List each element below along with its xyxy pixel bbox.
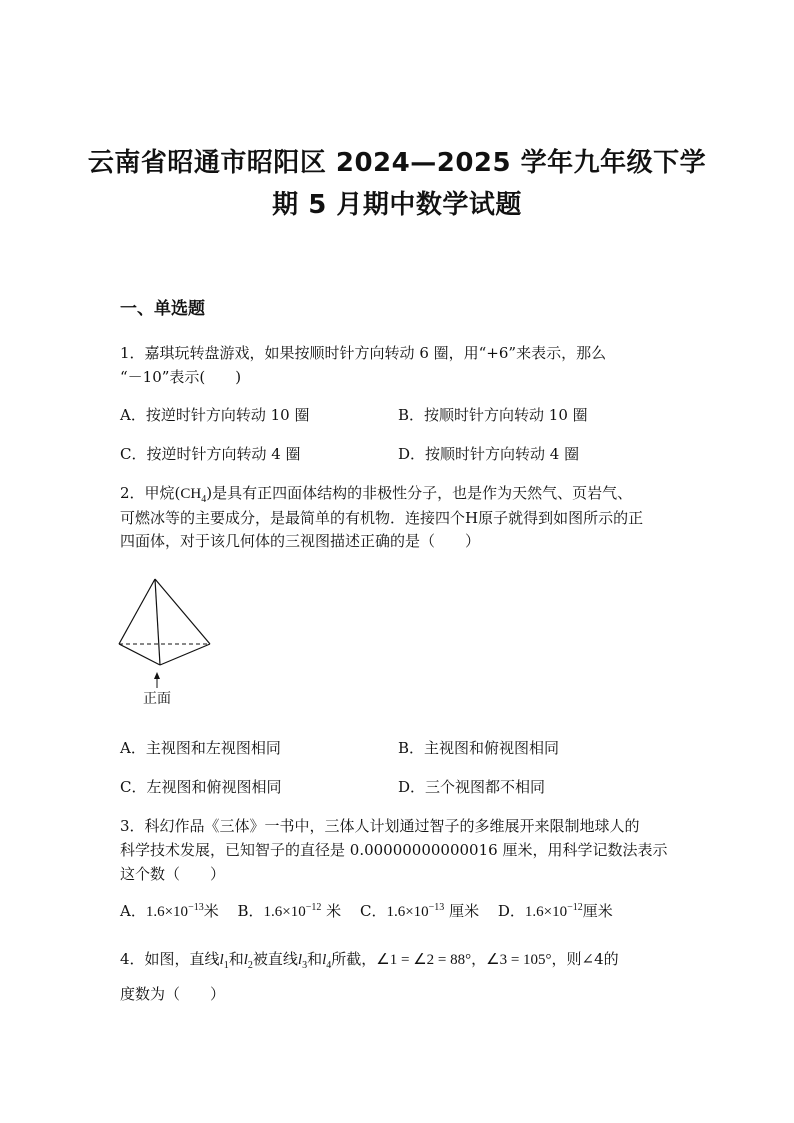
q4-line-l2 [243,952,253,971]
figure-label-front: 正面 [143,691,171,707]
q4-condition-2: ∠3 = 105° [486,952,552,968]
q4-text-4: 和 [307,950,323,968]
q2-option-c: C．左视图和俯视图相同 [120,778,282,796]
q3-options-row [120,900,613,921]
q3-option-a-label: A． [120,902,146,920]
q2-stem-line-3: 四面体，对于该几何体的三视图描述正确的是（ ） [120,532,481,550]
q4-text-7: ，则∠4的 [551,950,619,968]
q4-l3-sub: 3 [302,960,308,971]
q2-stem-line-1 [120,482,632,503]
q3-stem-line-3: 这个数（ ） [120,865,226,883]
q4-text-1: 4．如图，直线 [120,950,220,968]
q4-text-2: 和 [228,950,244,968]
q4-line-l3 [297,952,308,971]
q4-text-5: 所截， [331,950,377,968]
q3-option-d-label: D． [497,902,525,920]
q3-option-d-exponent: −12 [567,902,583,913]
q4-l4-letter: l [322,952,327,968]
q4-stem-line-2: 度数为（ ） [120,985,226,1003]
q3-option-b-value [264,904,322,920]
q3-option-c [360,902,479,920]
q3-option-d-value [525,904,583,920]
q4-text-6: ， [471,950,487,968]
q1-stem-line-2: “－10”表示( ) [120,368,242,386]
q3-option-a [120,902,219,920]
q3-option-b-base: 1.6×10 [263,904,306,920]
q4-l4-sub: 4 [326,960,332,971]
q3-option-c-unit: 厘米 [449,902,480,920]
q1-option-d: D．按顺时针方向转动 4 圈 [398,445,580,463]
q2-formula [180,486,207,505]
q3-option-a-exponent: −13 [188,902,204,913]
tetrahedron-drawing [112,576,222,706]
q4-l2-sub: 2 [247,960,253,971]
q3-option-c-exponent: −13 [428,902,445,913]
q2-stem-text-b: )是具有正四面体结构的非极性分子，也是作为天然气、页岩气、 [206,484,633,502]
q3-option-a-base: 1.6×10 [145,904,189,920]
q4-l1-sub: 1 [223,960,229,971]
q1-stem-line-1: 1．嘉琪玩转盘游戏，如果按顺时针方向转动 6 圈，用“+6”来表示，那么 [120,344,607,362]
q3-option-b-unit: 米 [326,902,342,920]
page-title-line-2: 期 5 月期中数学试题 [272,190,522,220]
q4-l1-letter: l [219,952,224,968]
q1-option-b: B．按顺时针方向转动 10 圈 [398,406,588,424]
section-heading: 一、单选题 [120,299,205,319]
q3-option-a-unit: 米 [203,902,219,920]
q2-stem-text-a: 2．甲烷( [120,484,181,502]
q3-option-d-base: 1.6×10 [524,904,568,920]
q2-option-a: A．主视图和左视图相同 [120,739,281,757]
q3-option-b [238,902,342,920]
q2-option-d: D．三个视图都不相同 [398,778,546,796]
q4-condition-1: ∠1 = ∠2 = 88° [376,952,472,968]
page-title-line-1: 云南省昭通市昭阳区 2024—2025 学年九年级下学 [87,148,707,178]
q3-stem-line-1: 3．科幻作品《三体》一书中，三体人计划通过智子的多维展开来限制地球人的 [120,817,640,835]
q3-stem-line-2: 科学技术发展，已知智子的直径是 0.00000000000016 厘米，用科学记数法表示 [120,841,668,859]
q3-option-c-label: C． [359,902,387,920]
q1-option-a: A．按逆时针方向转动 10 圈 [120,406,310,424]
q2-stem-line-2: 可燃冰等的主要成分，是最简单的有机物．连接四个H原子就得到如图所示的正 [120,509,644,527]
q3-option-b-exponent: −12 [305,902,322,913]
q3-option-c-value [386,904,444,920]
q4-l3-letter: l [297,952,303,968]
q3-option-b-label: B． [237,902,264,920]
q4-line-l1 [219,952,229,971]
q3-option-d-unit: 厘米 [582,902,613,920]
tetrahedron-figure [112,576,222,710]
q3-option-c-base: 1.6×10 [386,904,429,920]
q3-option-d [498,902,613,920]
q4-stem-line-1 [120,948,619,969]
q1-option-c: C．按逆时针方向转动 4 圈 [120,445,301,463]
q4-line-l4 [322,952,332,971]
q3-option-a-value [146,904,204,920]
q2-formula-ch: CH [180,486,202,502]
q4-text-3: 被直线 [252,950,298,968]
q2-formula-sub: 4 [201,494,207,505]
q4-l2-letter: l [243,952,248,968]
q2-option-b: B．主视图和俯视图相同 [398,739,560,757]
